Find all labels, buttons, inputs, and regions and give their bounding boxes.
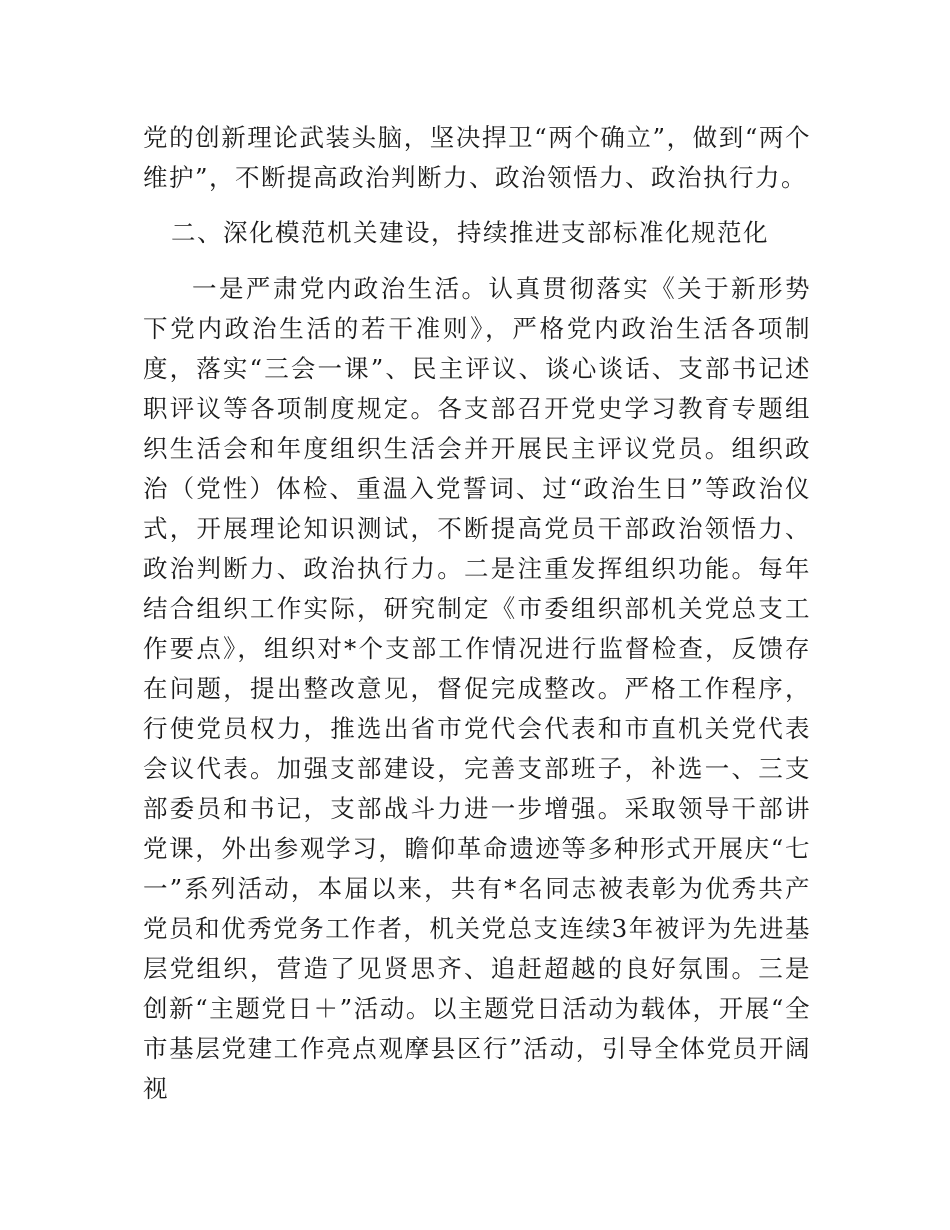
paragraph-continuation: 党的创新理论武装头脑，坚决捍卫“两个确立”，做到“两个维护”，不断提高政治判断力、政治领悟力、政治执行力。 (143, 123, 811, 192)
paragraph-body: 一是严肃党内政治生活。认真贯彻落实《关于新形势下党内政治生活的若干准则》，严格党内政治生活各项制度，落实“三会一课”、民主评议、谈心谈话、支部书记述职评议等各项制度规定。各支部召开党史学习教育专题组织生活会和年度组织生活会并开展民主评议党员。组织政治（党性）体检、重温入党誓词、过“政治生日”等政治仪式，开展理论知识测试，不断提高党员干部政治领悟力、政治判断力、政治执行力。二是注重发挥组织功能。每年结合组织工作实际，研究制定《市委组织部机关党总支工作要点》，组织对*个支部工作情况进行监督检查，反馈存在问题，提出整改意见，督促完成整改。严格工作程序，行使党员权力，推选出省市党代会代表和市直机关党代表会议代表。加强支部建设，完善支部班子，补选一、三支部委员和书记，支部战斗力进一步增强。采取领导干部讲党课，外出参观学习，瞻仰革命遗迹等多种形式开展庆“七一”系列活动，本届以来，共有*名同志被表彰为优秀共产党员和优秀党务工作者，机关党总支连续3年被评为先进基层党组织，营造了见贤思齐、追赶超越的良好氛围。三是创新“主题党日＋”活动。以主题党日活动为载体，开展“全市基层党建工作亮点观摩县区行”活动，引导全体党员开阔视 (143, 274, 811, 1103)
document-body (143, 118, 811, 1124)
section-heading: 二、深化模范机关建设，持续推进支部标准化规范化 (171, 218, 769, 247)
